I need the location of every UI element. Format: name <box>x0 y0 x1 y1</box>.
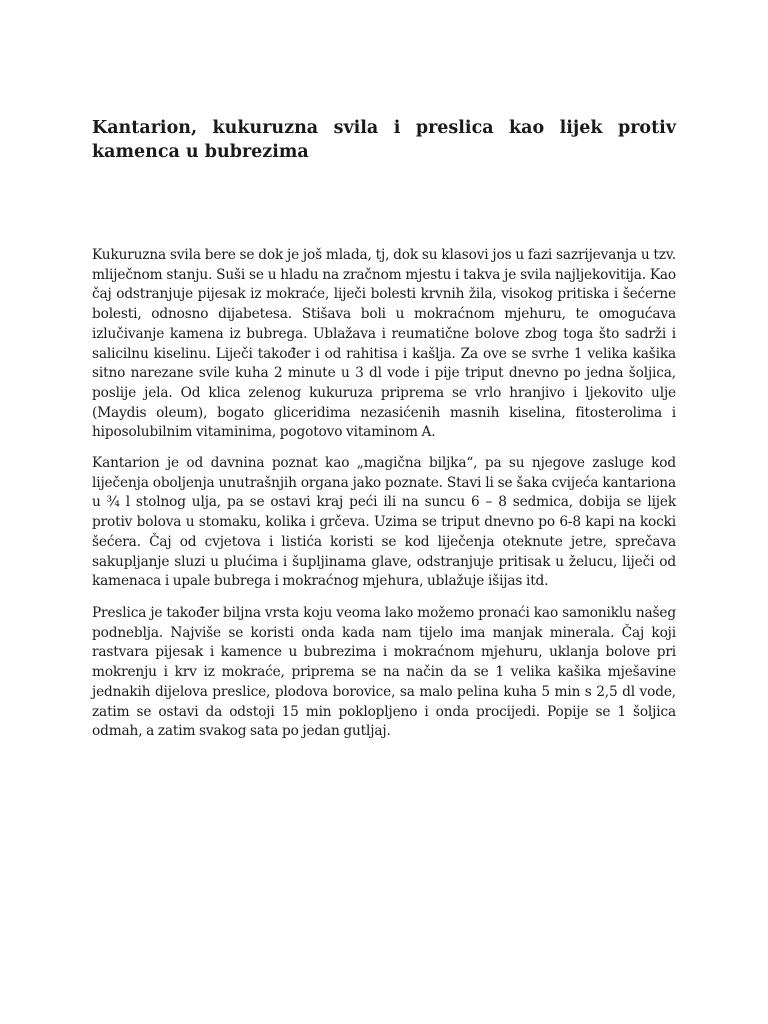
document-title: Kantarion, kukuruzna svila i preslica kao lijek protiv kamenca u bubrezima <box>92 118 676 162</box>
paragraph-kukuruzna-svila: Kukuruzna svila bere se dok je još mlada, tj, dok su klasovi jos u fazi sazrijevanja u tzv. mliječnom stanju. Suši se u hladu na zračnom mjestu i takva je svila najljekovitija. Kao čaj odstranjuje pijesak iz mokraće, liječi bolesti krvnih žila, visokog pritiska i šećerne bolesti, odnosno dijabetesa. Stišava boli u mokraćnom mjehuru, te omogućava izlučivanje kamena iz bubrega. Ublažava i reumatične bolove zbog toga što sadrži i salicilnu kiselinu. Liječi također i od rahitisa i kašlja. Za ove se svrhe 1 velika kašika sitno narezane svile kuha 2 minute u 3 dl vode i pije triput dnevno po jedna šoljica, poslije jela. Od klica zelenog kukuruza priprema se vrlo hranjivo i ljekovito ulje (Maydis oleum), bogato gliceridima nezasićenih masnih kiselina, fitosterolima i hiposolubilnim vitaminima, pogotovo vitaminom A. <box>92 247 676 441</box>
paragraph-preslica: Preslica je također biljna vrsta koju veoma lako možemo pronaći kao samoniklu našeg podneblja. Najviše se koristi onda kada nam tijelo ima manjak minerala. Čaj koji rastvara pijesak i kamence u bubrezima i mokraćnom mjehuru, uklanja bolove pri mokrenju i krv iz mokraće, priprema se na način da se 1 velika kašika mješavine jednakih dijelova preslice, plodova borovice, sa malo pelina kuha 5 min s 2,5 dl vode, zatim se ostavi da odstoji 15 min poklopljeno i onda procijedi. Popije se 1 šoljica odmah, a zatim svakog sata po jedan gutljaj. <box>92 605 676 740</box>
paragraph-kantarion: Kantarion je od davnina poznat kao „magična biljka“, pa su njegove zasluge kod liječenja oboljenja unutrašnjih organa jako poznate. Stavi li se šaka cvijeća kantariona u ¾ l stolnog ulja, pa se ostavi kraj peći ili na suncu 6 – 8 sedmica, dobija se lijek protiv bolova u stomaku, kolika i grčeva. Uzima se triput dnevno po 6-8 kapi na kocki šećera. Čaj od cvjetova i listića koristi se kod liječenja oteknute jetre, sprečava sakupljanje sluzi u plućima i šupljinama glave, odstranjuje pritisak u želucu, liječi od kamenaca i upale bubrega i mokraćnog mjehura, ublažuje išijas itd. <box>92 455 676 590</box>
document-page <box>92 116 676 740</box>
